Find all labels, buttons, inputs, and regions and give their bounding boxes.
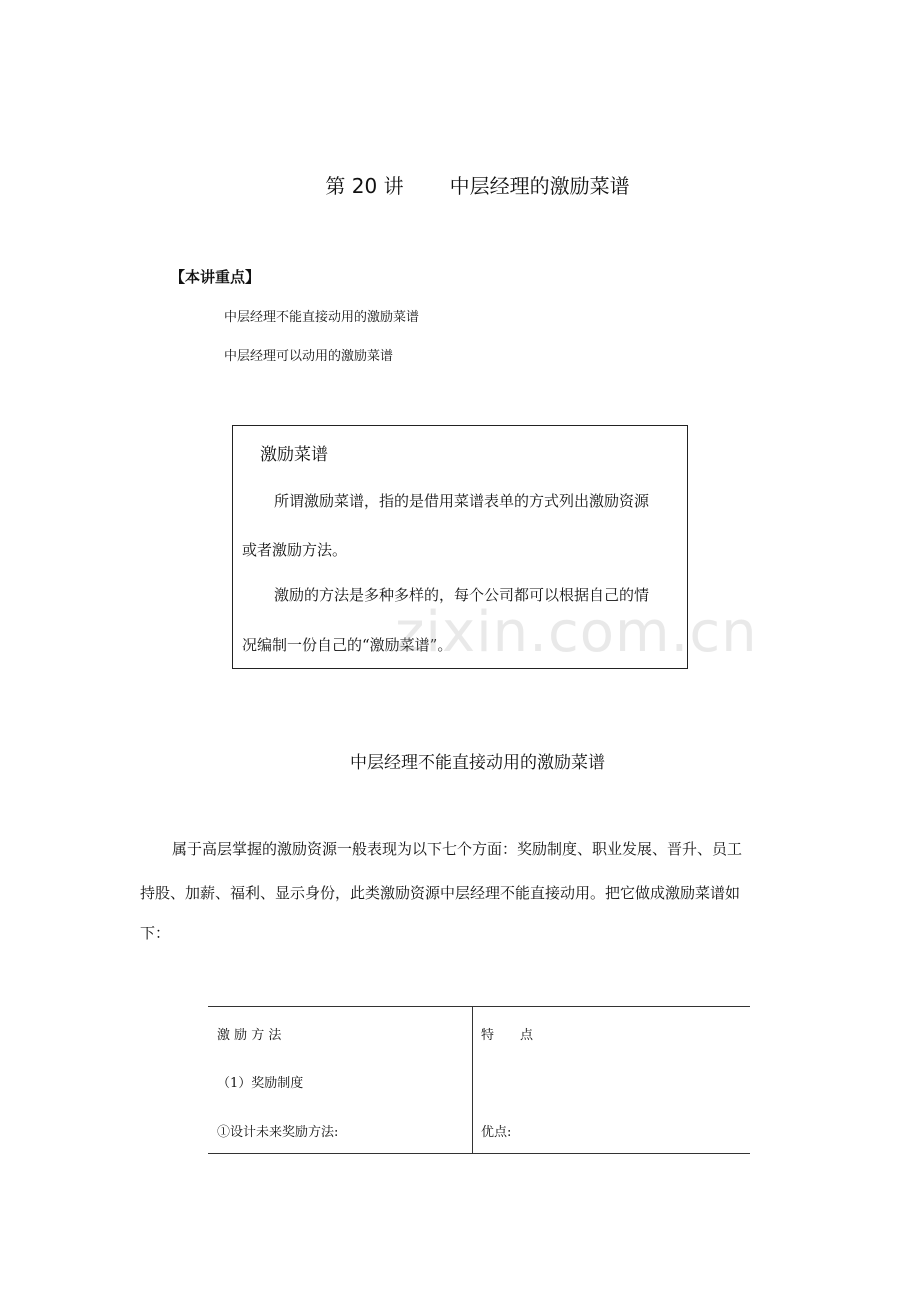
table-cell: ①设计未来奖励方法:: [217, 1125, 339, 1140]
definition-line: 激励的方法是多种多样的，每个公司都可以根据自己的情: [274, 586, 650, 604]
paragraph-line: 下：: [140, 924, 171, 942]
paragraph-line: 持股、加薪、福利、显示身份，此类激励资源中层经理不能直接动用。把它做成激励菜谱如: [140, 884, 741, 902]
definition-line: 或者激励方法。: [242, 541, 348, 559]
key-point-item: 中层经理可以动用的激励菜谱: [224, 349, 394, 364]
table-cell: （1）奖励制度: [217, 1076, 304, 1091]
section-heading: 中层经理不能直接动用的激励菜谱: [350, 753, 605, 773]
table-column-divider: [472, 1007, 473, 1153]
title-lecture-number: 第 20 讲: [325, 174, 404, 198]
definition-box-title: 激励菜谱: [260, 445, 328, 465]
incentive-table: [208, 1006, 750, 1154]
key-point-item: 中层经理不能直接动用的激励菜谱: [224, 310, 420, 325]
table-header-feature: 特 点: [481, 1028, 534, 1043]
table-header-method: 激 励 方 法: [217, 1028, 282, 1043]
watermark-text: zixin.com.cn: [395, 600, 758, 665]
definition-line: 况编制一份自己的“激励菜谱”。: [242, 636, 453, 654]
title-topic: 中层经理的激励菜谱: [449, 174, 630, 198]
paragraph-line: 属于高层掌握的激励资源一般表现为以下七个方面：奖励制度、职业发展、晋升、员工: [172, 840, 743, 858]
table-cell: 优点:: [481, 1125, 512, 1140]
definition-line: 所谓激励菜谱，指的是借用菜谱表单的方式列出激励资源: [274, 492, 650, 510]
key-points-label: 【本讲重点】: [170, 268, 261, 286]
page-title: [0, 170, 920, 199]
